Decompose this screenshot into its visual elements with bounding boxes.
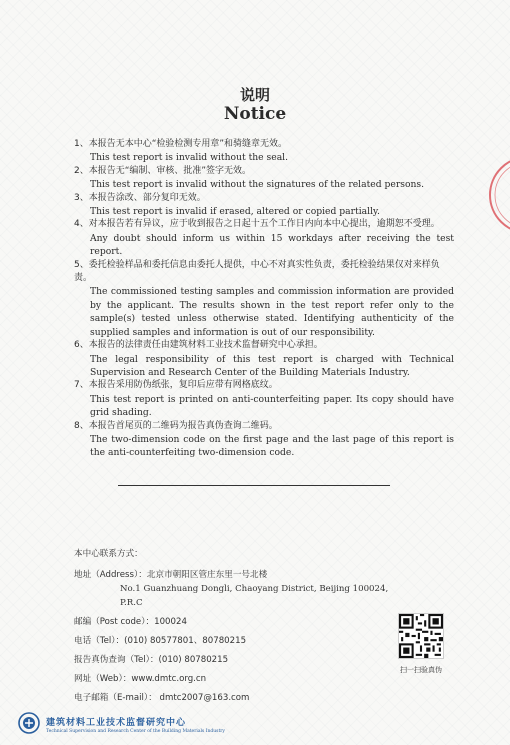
notice-item-cn: 7、本报告采用防伪纸张，复印后应带有网格底纹。	[74, 380, 278, 391]
notice-list	[74, 138, 454, 460]
contact-email: 电子邮箱（E-mail）： dmtc2007@163.com	[74, 693, 250, 703]
notice-item	[74, 218, 454, 258]
notice-item	[74, 420, 454, 460]
notice-item-en: The legal responsibility of this test report is charged with Technical Supervision and Research Center of the Building Materials Industry.	[90, 353, 454, 378]
notice-item	[74, 339, 454, 379]
qr-caption: 扫一扫验真伪	[400, 666, 442, 674]
notice-item	[74, 138, 454, 165]
notice-item	[74, 259, 454, 339]
contact-verify-tel: 报告真伪查询（Tel）：(010) 80780215	[74, 655, 229, 665]
notice-title-cn: 说明	[239, 86, 270, 104]
notice-item-en: This test report is printed on anti-counterfeiting paper. Its copy should have grid shading.	[90, 393, 454, 419]
notice-item	[74, 192, 454, 219]
qr-code-icon[interactable]	[398, 613, 444, 659]
contact-postcode: 邮编（Post code）：100024	[74, 617, 187, 627]
footer-org-cn: 建筑材料工业技术监督研究中心	[46, 718, 187, 728]
notice-item-cn: 1、本报告无本中心“检验检测专用章”和骑缝章无效。	[74, 139, 288, 149]
notice-item	[74, 165, 454, 192]
notice-item-cn: 6、本报告的法律责任由建筑材料工业技术监督研究中心承担。	[74, 340, 323, 351]
footer-org-en: Technical Supervision and Research Center of the Building Materials Industry	[46, 729, 225, 734]
notice-item-cn: 4、对本报告若有异议，应于收到报告之日起十五个工作日内向本中心提出，逾期恕不受理。	[74, 219, 440, 230]
notice-item-en: This test report is invalid without the signatures of the related persons.	[90, 179, 425, 191]
notice-item-cn: 8、本报告首尾页的二维码为报告真伪查询二维码。	[74, 420, 278, 431]
contact-heading: 本中心联系方式：	[74, 549, 143, 559]
notice-item-cn: 3、本报告涂改、部分复印无效。	[74, 192, 206, 203]
notice-item-en: The commissioned testing samples and commission information are provided by the applicant. The results shown in the test report refer only to the sample(s) tested unless otherwise stated. Identifying authenticity of the supplied samples and information is out of our responsibility.	[90, 286, 454, 338]
center-logo-icon	[18, 712, 40, 734]
notice-title-en: Notice	[223, 104, 287, 124]
notice-item-cn: 2、本报告无“编制、审核、批准”签字无效。	[74, 165, 252, 176]
contact-web: 网址（Web）：www.dmtc.org.cn	[74, 674, 207, 684]
notice-item-en: This test report is invalid if erased, altered or copied partially.	[90, 206, 380, 218]
notice-item-en: The two-dimension code on the first page and the last page of this report is the anti-counterfeiting two-dimension code.	[90, 433, 454, 459]
notice-item	[74, 379, 454, 419]
red-seal-stamp-icon	[488, 150, 510, 240]
contact-tel: 电话（Tel）：(010) 80577801、80780215	[74, 636, 247, 646]
notice-item-en: Any doubt should inform us within 15 workdays after receiving the test report.	[90, 232, 454, 258]
contact-address-en: No.1 Guanzhuang Dongli, Chaoyang District, Beijing 100024, P.R.C	[120, 584, 389, 608]
divider-line	[118, 485, 390, 486]
contact-block	[74, 545, 404, 708]
notice-item-cn: 5、委托检验样品和委托信息由委托人提供，中心不对真实性负责，委托检验结果仅对来样负责。	[74, 259, 440, 284]
notice-item-en: This test report is invalid without the seal.	[90, 152, 289, 164]
contact-address-cn: 地址（Address）：北京市朝阳区管庄东里一号北楼	[74, 570, 268, 580]
